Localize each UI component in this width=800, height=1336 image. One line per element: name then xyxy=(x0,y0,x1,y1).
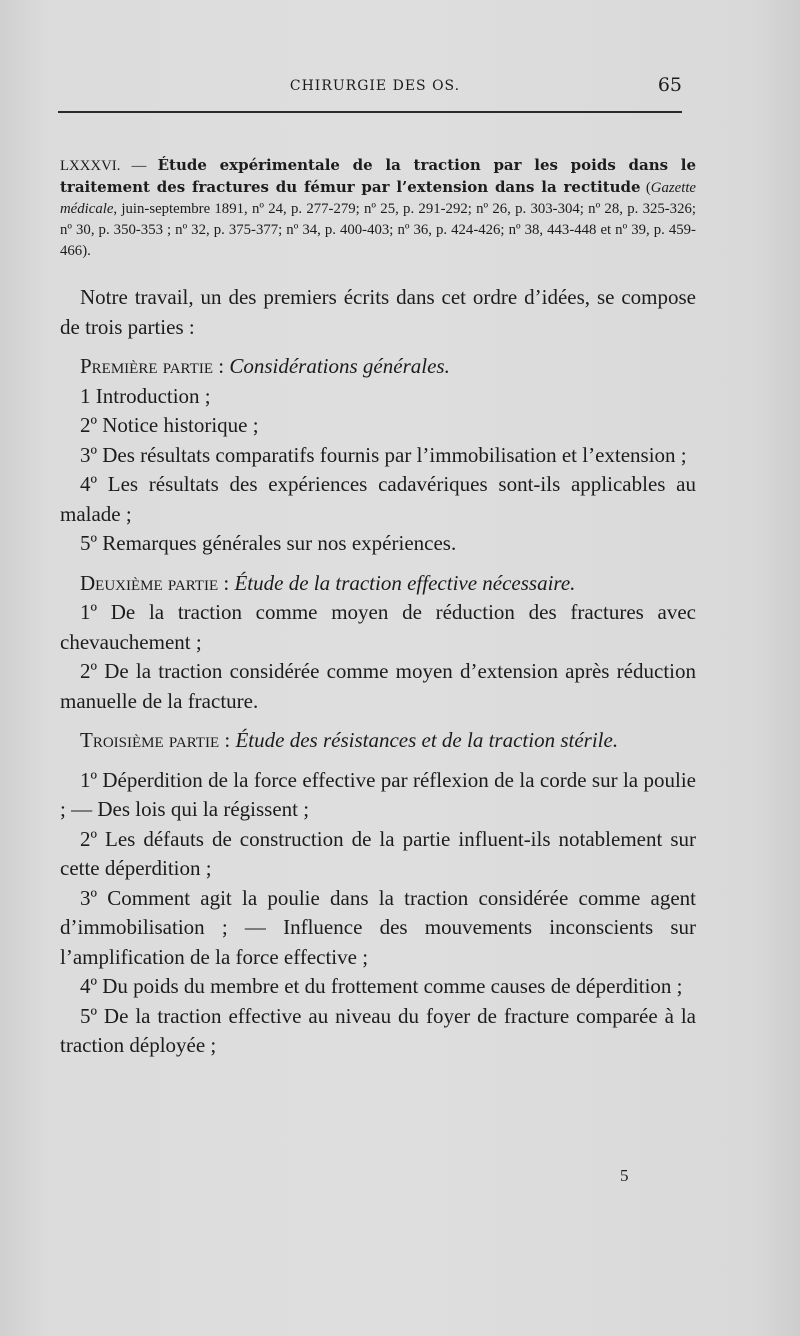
list-item: 1 Introduction ; xyxy=(80,383,211,408)
header-rule xyxy=(58,111,682,113)
part-label: Deuxième partie xyxy=(80,570,219,595)
list-item: 4º Du poids du membre et du frottement comme causes de déperdition ; xyxy=(80,974,683,998)
list-item: 1º De la traction comme moyen de réduction des fractures avec chevauchement ; xyxy=(60,600,696,654)
part-heading: Première partie : Considérations générales. xyxy=(80,354,450,378)
list-item: 1º Déperdition de la force effective par réflexion de la corde sur la poulie ; — Des lois qui la régissent ; xyxy=(60,767,696,821)
part-title: Étude des résistances et de la traction stérile. xyxy=(235,728,619,752)
body-text xyxy=(60,283,696,1061)
page-number: 65 xyxy=(657,74,682,96)
list-item: 2º Les défauts de construction de la partie influent-ils notablement sur cette déperdition ; xyxy=(60,826,696,880)
part-title: Considérations générales. xyxy=(229,354,450,378)
part-label: Troisième partie xyxy=(80,728,220,752)
list-item: 2º Notice historique ; xyxy=(80,413,259,437)
part-label: Première partie xyxy=(80,354,213,378)
list-item: 3º Comment agit la poulie dans la traction considérée comme agent d’immobilisation ; — Influence des mouvements inconscients sur l’amplification de la force effective ; xyxy=(60,885,696,969)
list-item: 2º De la traction considérée comme moyen d’extension après réduction manuelle de la fracture. xyxy=(60,659,696,713)
list-item: 5º De la traction effective au niveau du foyer de fracture comparée à la traction déployée ; xyxy=(60,1003,696,1057)
part-title: Étude de la traction effective nécessaire. xyxy=(234,570,576,595)
part-heading: Troisième partie : Étude des résistances et de la traction stérile. xyxy=(80,728,619,752)
journal-name: Gazette médicale xyxy=(60,180,696,217)
part-heading: Deuxième partie : Étude de la traction effective nécessaire. xyxy=(80,570,576,595)
running-title: CHIRURGIE DES OS. xyxy=(289,78,461,94)
entry-number: LXXXVI. — xyxy=(60,158,158,174)
list-item: 3º Des résultats comparatifs fournis par l’immobilisation et l’extension ; xyxy=(80,442,687,467)
list-item: 5º Remarques générales sur nos expériences. xyxy=(80,531,457,555)
intro-paragraph: Notre travail, un des premiers écrits dans cet ordre d’idées, se compose de trois parties : xyxy=(60,285,696,339)
bibliographic-entry: LXXXVI. — Étude expérimentale de la traction par les poids dans le traitement des fractures du fémur par l’extension dans la rectitude (Gazette médicale, juin-septembre 1891, nº 24, p. 277-279; nº 25, p. 291-292; nº 26, p. 303-304; nº 28, p. 325-326; nº 30, p. 350-353 ; nº 32, p. 375-377; nº 34, p. 400-403; nº 36, p. 424-426; nº 38, 443-448 et nº 39, p. 459-466). xyxy=(60,156,696,259)
entry-title: Étude expérimentale de la traction par les poids dans le traitement des fractures du fémur par l’extension dans la rectitude xyxy=(60,156,696,196)
signature-mark: 5 xyxy=(620,1166,629,1185)
entry-citation: , juin-septembre 1891, nº 24, p. 277-279; nº 25, p. 291-292; nº 26, p. 303-304; nº 28, p. 325-326; nº 30, p. 350-353 ; nº 32, p. 375-377; nº 34, p. 400-403; nº 36, p. 424-426; nº 38, 443-448 et nº 39, p. 459-466). xyxy=(60,201,696,259)
running-head xyxy=(60,74,690,100)
list-item: 4º Les résultats des expériences cadavériques sont-ils applicables au malade ; xyxy=(60,472,696,526)
